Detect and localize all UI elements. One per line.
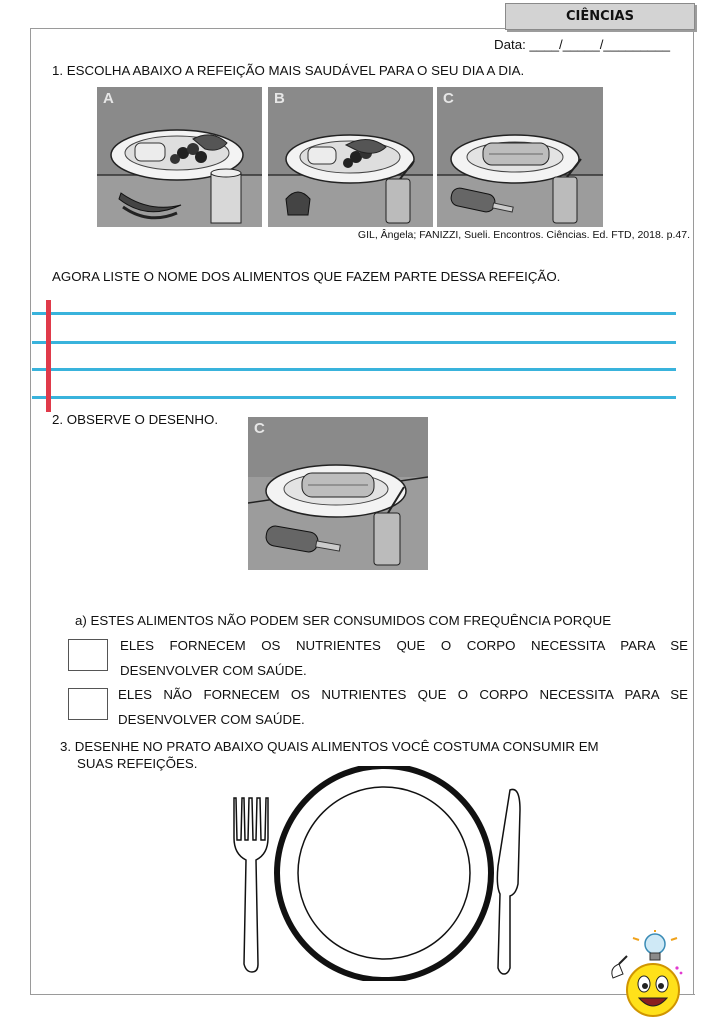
- fork-icon: [234, 798, 268, 972]
- writing-line[interactable]: [32, 312, 676, 315]
- answer-option-2-line2: DESENVOLVER COM SAÚDE.: [118, 712, 305, 727]
- meal-option-c-letter: C: [443, 90, 454, 107]
- answer-option-2-line1: ELES NÃO FORNECEM OS NUTRIENTES QUE O CORPO NECESSITA PARA SE: [118, 687, 688, 702]
- lightbulb-mascot-icon: [603, 930, 685, 1020]
- answer-checkbox-1[interactable]: [68, 639, 108, 671]
- writing-line[interactable]: [32, 396, 676, 399]
- answer-option-2: [118, 682, 688, 732]
- writing-line[interactable]: [32, 341, 676, 344]
- question-1-prompt: 1. ESCOLHA ABAIXO A REFEIÇÃO MAIS SAUDÁVEL PARA O SEU DIA A DIA.: [52, 63, 525, 78]
- meal-option-b-letter: B: [274, 90, 285, 107]
- answer-checkbox-2[interactable]: [68, 688, 108, 720]
- red-margin-line: [46, 300, 51, 412]
- subject-label: CIÊNCIAS: [566, 9, 634, 24]
- meal-c-letter: C: [254, 420, 265, 437]
- list-prompt: AGORA LISTE O NOME DOS ALIMENTOS QUE FAZEM PARTE DESSA REFEIÇÃO.: [52, 269, 561, 284]
- question-2a-prompt: a) ESTES ALIMENTOS NÃO PODEM SER CONSUMIDOS COM FREQUÊNCIA PORQUE: [75, 613, 612, 628]
- writing-line[interactable]: [32, 368, 676, 371]
- page-border-right: [693, 28, 694, 994]
- date-field[interactable]: Data: ____/_____/_________: [494, 37, 670, 52]
- meal-option-a-image[interactable]: [97, 87, 262, 227]
- knife-icon: [497, 789, 520, 974]
- writing-lines[interactable]: [32, 300, 676, 415]
- plate-drawing-area[interactable]: [224, 766, 534, 981]
- meal-option-b-image[interactable]: [268, 87, 433, 227]
- plate-icon: [277, 766, 491, 980]
- question-3-prompt-line2: SUAS REFEIÇÕES.: [77, 756, 198, 771]
- image-citation: GIL, Ângela; FANIZZI, Sueli. Encontros. Ciências. Ed. FTD, 2018. p.47.: [357, 229, 690, 241]
- question-2-prompt: 2. OBSERVE O DESENHO.: [52, 412, 219, 427]
- meal-c-illustration: [248, 417, 428, 570]
- meal-option-c-image[interactable]: [437, 87, 603, 227]
- meal-option-a-letter: A: [103, 90, 114, 107]
- answer-option-1-line2: DESENVOLVER COM SAÚDE.: [120, 663, 307, 678]
- subject-badge: [505, 3, 695, 30]
- answer-option-1: [120, 633, 688, 683]
- question-3-prompt-line1: 3. DESENHE NO PRATO ABAIXO QUAIS ALIMENTOS VOCÊ COSTUMA CONSUMIR EM: [60, 739, 599, 754]
- answer-option-1-line1: ELES FORNECEM OS NUTRIENTES QUE O CORPO NECESSITA PARA SE: [120, 638, 688, 653]
